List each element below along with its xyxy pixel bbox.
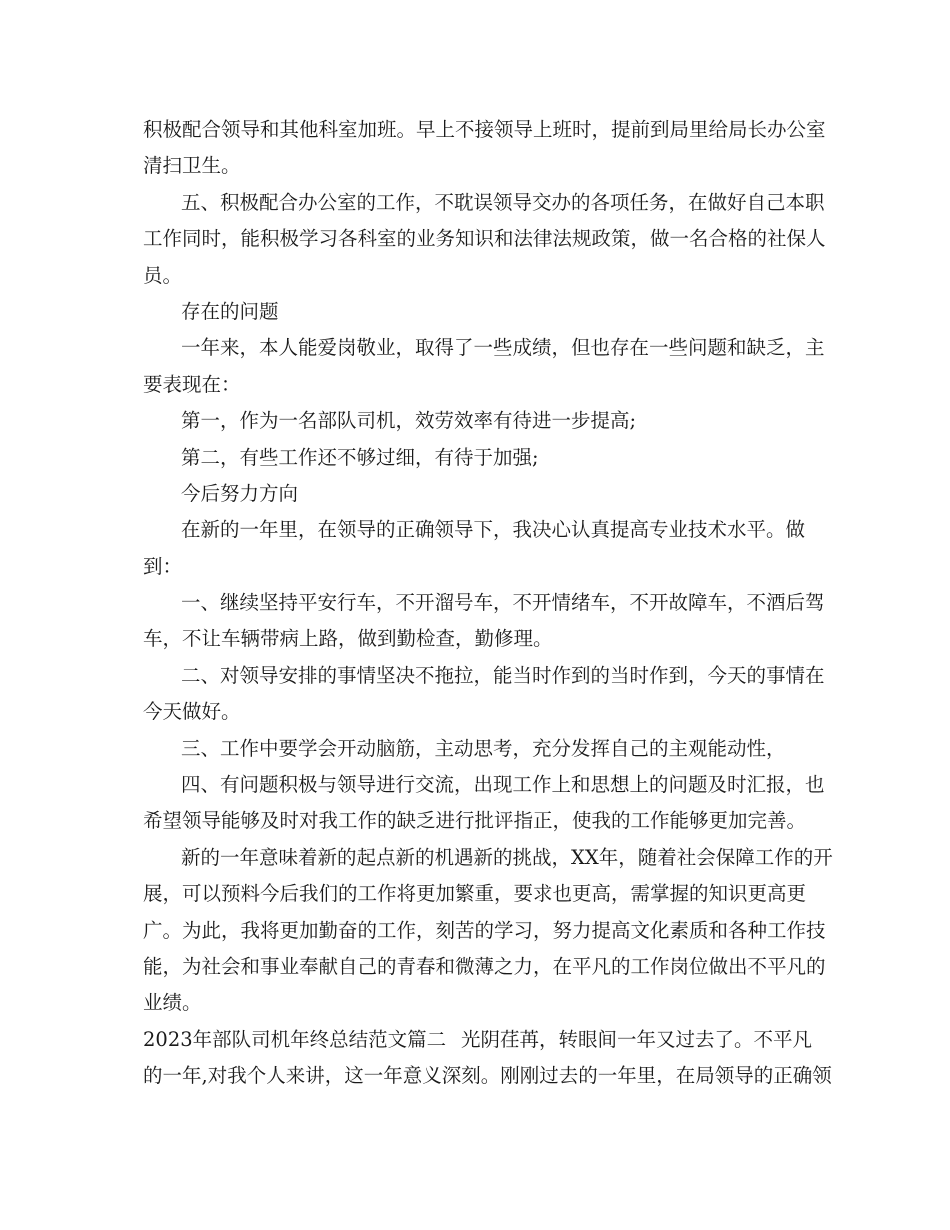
list-item: 三、工作中要学会开动脑筋，主动思考，充分发挥自己的主观能动性， bbox=[181, 736, 786, 760]
text-line: 业绩。 bbox=[143, 991, 202, 1015]
text-line: 的一年,对我个人来讲，这一年意义深刻。刚刚过去的一年里，在局领导的正确领 bbox=[143, 1064, 832, 1088]
list-item: 第二，有些工作还不够过细，有待于加强; bbox=[181, 445, 539, 469]
section-heading: 存在的问题 bbox=[181, 299, 279, 323]
text-line: 能，为社会和事业奉献自己的青春和微薄之力，在平凡的工作岗位做出不平凡的 bbox=[143, 954, 826, 978]
text-line: 到： bbox=[143, 554, 183, 578]
text-line: 清扫卫生。 bbox=[143, 154, 241, 178]
text-line: 广。为此，我将更加勤奋的工作，刻苦的学习，努力提高文化素质和各种工作技 bbox=[143, 918, 826, 942]
text-line: 要表现在： bbox=[143, 372, 241, 396]
list-item: 二、对领导安排的事情坚决不拖拉，能当时作到的当时作到，今天的事情在 bbox=[181, 663, 825, 687]
section-heading: 今后努力方向 bbox=[181, 481, 299, 505]
text-line: 工作同时，能积极学习各科室的业务知识和法律法规政策，做一名合格的社保人 bbox=[143, 227, 826, 251]
text-line: 今天做好。 bbox=[143, 700, 241, 724]
list-item: 一、继续坚持平安行车，不开溜号车，不开情绪车，不开故障车，不酒后驾 bbox=[181, 591, 825, 615]
text-line: 车，不让车辆带病上路，做到勤检查，勤修理。 bbox=[143, 627, 553, 651]
text-line: 希望领导能够及时对我工作的缺乏进行批评指正，使我的工作能够更加完善。 bbox=[143, 809, 807, 833]
list-item: 四、有问题积极与领导进行交流，出现工作上和思想上的问题及时汇报，也 bbox=[181, 773, 825, 797]
paragraph-start: 新的一年意味着新的起点新的机遇新的挑战，XX年，随着社会保障工作的开 bbox=[181, 845, 833, 869]
paragraph-start: 一年来，本人能爱岗敬业，取得了一些成绩，但也存在一些问题和缺乏，主 bbox=[181, 336, 825, 360]
document-body bbox=[143, 112, 833, 1095]
text-line: 积极配合领导和其他科室加班。早上不接领导上班时，提前到局里给局长办公室 bbox=[143, 118, 826, 141]
list-item: 第一，作为一名部队司机，效劳效率有待进一步提高; bbox=[181, 409, 637, 433]
second-article-title-line bbox=[143, 1022, 813, 1058]
text-line: 员。 bbox=[143, 263, 183, 287]
second-article-title: 2023年部队司机年终总结范文篇二 bbox=[143, 1027, 447, 1051]
paragraph-start: 在新的一年里，在领导的正确领导下，我决心认真提高专业技术水平。做 bbox=[181, 518, 806, 542]
paragraph-start: 五、积极配合办公室的工作，不耽误领导交办的各项任务，在做好自己本职 bbox=[181, 190, 825, 214]
text-line: 展，可以预料今后我们的工作将更加繁重，要求也更高，需掌握的知识更高更 bbox=[143, 882, 807, 906]
second-article-opening: 光阴荏苒，转眼间一年又过去了。不平凡 bbox=[461, 1027, 813, 1051]
